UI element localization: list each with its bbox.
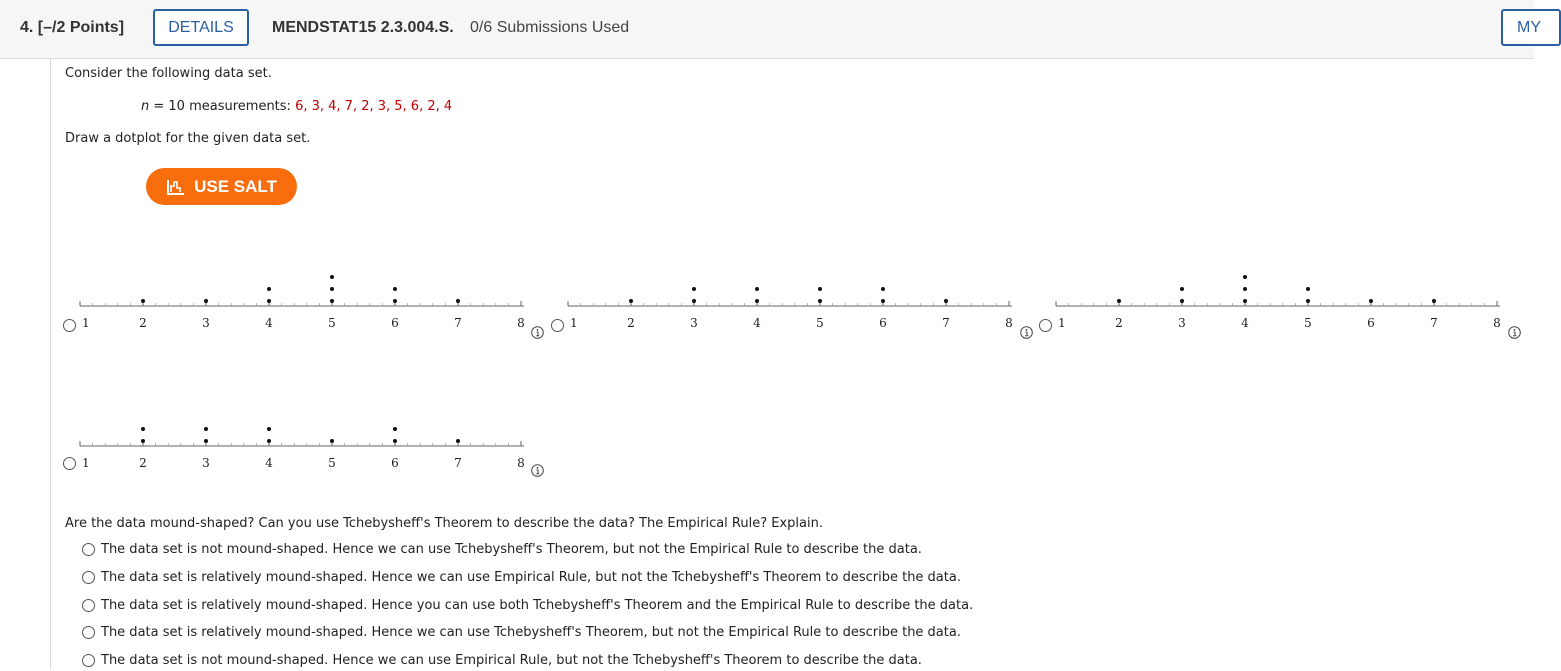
dot-point xyxy=(141,439,145,443)
dot-point xyxy=(393,287,397,291)
axis-tick-label: 1 xyxy=(1058,316,1066,330)
dotplot-option-4 xyxy=(62,402,552,482)
dot-point xyxy=(818,287,822,291)
axis-tick-label: 1 xyxy=(82,316,90,330)
dot-point xyxy=(330,299,334,303)
dot-point xyxy=(267,287,271,291)
dot-point xyxy=(330,439,334,443)
info-icon[interactable] xyxy=(1508,326,1521,339)
axis-tick-label: 2 xyxy=(139,316,147,330)
dotplot-option-1 xyxy=(62,262,552,342)
dotplot-option-2 xyxy=(550,262,1040,342)
axis-tick-label: 6 xyxy=(391,456,399,470)
axis-tick-label: 8 xyxy=(517,316,525,330)
prompt-text: Consider the following data set. xyxy=(65,66,272,81)
dot-point xyxy=(1369,299,1373,303)
dot-point xyxy=(629,299,633,303)
dot-point xyxy=(204,439,208,443)
dot-point xyxy=(456,299,460,303)
axis-tick-label: 7 xyxy=(942,316,950,330)
dotplot-chart xyxy=(62,402,532,482)
dot-point xyxy=(1243,287,1247,291)
dot-point xyxy=(141,299,145,303)
axis-tick-label: 3 xyxy=(202,316,210,330)
axis-tick-label: 3 xyxy=(202,456,210,470)
axis-tick-label: 2 xyxy=(627,316,635,330)
dot-point xyxy=(1306,287,1310,291)
axis-tick-label: 7 xyxy=(1430,316,1438,330)
dot-point xyxy=(393,427,397,431)
dot-point xyxy=(1180,299,1184,303)
info-icon[interactable] xyxy=(531,464,544,477)
dot-point xyxy=(944,299,948,303)
dot-point xyxy=(881,287,885,291)
dotplot-chart xyxy=(1038,262,1508,342)
dot-point xyxy=(267,427,271,431)
axis-tick-label: 2 xyxy=(1115,316,1123,330)
details-button[interactable]: DETAILS xyxy=(153,9,249,46)
dot-point xyxy=(881,299,885,303)
answer-label: The data set is relatively mound-shaped. Hence you can use both Tchebysheff's Theorem and the Empirical Rule to describe the data. xyxy=(101,598,974,613)
axis-tick-label: 5 xyxy=(816,316,824,330)
axis-tick-label: 2 xyxy=(139,456,147,470)
axis-tick-label: 6 xyxy=(391,316,399,330)
axis-tick-label: 4 xyxy=(265,316,273,330)
dot-point xyxy=(818,299,822,303)
dot-point xyxy=(1432,299,1436,303)
axis-tick-label: 4 xyxy=(753,316,761,330)
axis-tick-label: 1 xyxy=(570,316,578,330)
answer-label: The data set is not mound-shaped. Hence we can use Tchebysheff's Theorem, but not the Empirical Rule to describe the data. xyxy=(101,542,922,557)
dot-point xyxy=(755,287,759,291)
use-salt-button[interactable]: USE SALT xyxy=(146,168,297,205)
axis-tick-label: 6 xyxy=(879,316,887,330)
dot-point xyxy=(330,275,334,279)
dot-point xyxy=(204,427,208,431)
radio-button[interactable] xyxy=(82,571,95,584)
followup-question: Are the data mound-shaped? Can you use Tchebysheff's Theorem to describe the data? The Empirical Rule? Explain. xyxy=(65,516,823,531)
dot-point xyxy=(755,299,759,303)
info-icon[interactable] xyxy=(1020,326,1033,339)
answer-label: The data set is relatively mound-shaped. Hence we can use Empirical Rule, but not the Tchebysheff's Theorem to describe the data. xyxy=(101,570,961,585)
answer-label: The data set is not mound-shaped. Hence we can use Empirical Rule, but not the Tchebysheff's Theorem to describe the data. xyxy=(101,653,922,668)
dot-point xyxy=(141,427,145,431)
assignment-code: MENDSTAT15 2.3.004.S. xyxy=(272,19,454,36)
axis-tick-label: 7 xyxy=(454,316,462,330)
radio-button[interactable] xyxy=(82,654,95,667)
radio-button[interactable] xyxy=(82,599,95,612)
content-border xyxy=(50,58,51,670)
axis-tick-label: 7 xyxy=(454,456,462,470)
dot-point xyxy=(456,439,460,443)
dot-point xyxy=(204,299,208,303)
radio-button[interactable] xyxy=(82,543,95,556)
submissions-used: 0/6 Submissions Used xyxy=(470,19,630,36)
axis-tick-label: 5 xyxy=(328,456,336,470)
axis-tick-label: 8 xyxy=(1005,316,1013,330)
dotplot-chart xyxy=(550,262,1020,342)
axis-tick-label: 3 xyxy=(1178,316,1186,330)
axis-tick-label: 4 xyxy=(1241,316,1249,330)
dot-point xyxy=(692,299,696,303)
dot-point xyxy=(330,287,334,291)
dot-point xyxy=(393,299,397,303)
measurements-values: 6, 3, 4, 7, 2, 3, 5, 6, 2, 4 xyxy=(295,99,453,114)
answer-label: The data set is relatively mound-shaped. Hence we can use Tchebysheff's Theorem, but not the Empirical Rule to describe the data. xyxy=(101,625,961,640)
dot-point xyxy=(1117,299,1121,303)
info-icon[interactable] xyxy=(531,326,544,339)
question-number-points: 4. [–/2 Points] xyxy=(20,19,125,36)
dot-point xyxy=(267,299,271,303)
dot-point xyxy=(393,439,397,443)
my-notes-button[interactable]: MY xyxy=(1501,9,1561,46)
axis-tick-label: 1 xyxy=(82,456,90,470)
axis-tick-label: 8 xyxy=(517,456,525,470)
dot-point xyxy=(1306,299,1310,303)
axis-tick-label: 3 xyxy=(690,316,698,330)
dot-point xyxy=(267,439,271,443)
radio-button[interactable] xyxy=(82,626,95,639)
axis-tick-label: 4 xyxy=(265,456,273,470)
salt-chart-icon xyxy=(166,178,186,196)
dotplot-option-3 xyxy=(1038,262,1528,342)
dot-point xyxy=(1243,275,1247,279)
axis-tick-label: 5 xyxy=(328,316,336,330)
measurements-line: n = 10 measurements: 6, 3, 4, 7, 2, 3, 5, 6, 2, 4 xyxy=(141,99,453,114)
axis-tick-label: 8 xyxy=(1493,316,1501,330)
dot-point xyxy=(1243,299,1247,303)
draw-prompt: Draw a dotplot for the given data set. xyxy=(65,131,311,146)
dot-point xyxy=(692,287,696,291)
dot-point xyxy=(1180,287,1184,291)
axis-tick-label: 6 xyxy=(1367,316,1375,330)
question-header xyxy=(0,0,1541,59)
axis-tick-label: 5 xyxy=(1304,316,1312,330)
dotplot-chart xyxy=(62,262,532,342)
